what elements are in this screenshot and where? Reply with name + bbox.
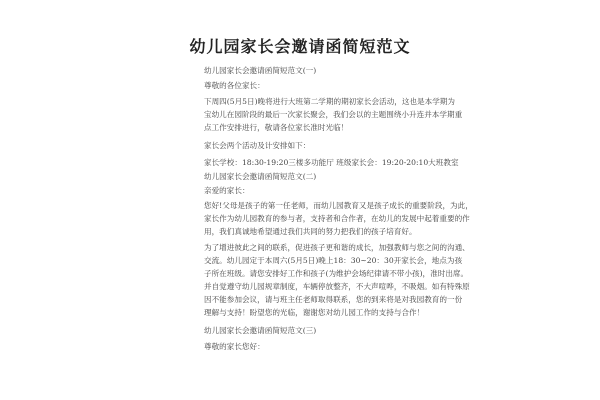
paragraph-line: 家长作为幼儿园教育的参与者，支持者和合作者，在幼儿的发展中起着重要的作 [204,214,470,223]
paragraph-line: 理解与支持！盼望您的光临，谢谢您对幼儿园工作的支持与合作！ [204,308,425,317]
paragraph-line: 您好!父母是孩子的第一任老师，而幼儿园教育又是孩子成长的重要阶段，为此， [204,201,473,210]
document-title: 幼儿园家长会邀请函简短范文 [189,37,411,56]
paragraph-line: 为了增进彼此之间的联系，促进孩子更和谐的成长，加强教师与您之间的沟通、 [204,243,470,252]
paragraph-line: 点工作安排进行，敬请各位家长准时光临！ [204,123,349,132]
schedule-line: 家长学校：18:30-19:20三楼多功能厅 班级家长会：19:20-20:10大班教室 [204,158,459,167]
section-heading-2: 幼儿园家长会邀请函简短范文(二) [204,172,317,181]
section-heading-3: 幼儿园家长会邀请函简短范文(三) [204,326,317,335]
paragraph-line: 家长会两个活动及计安排如下： [204,141,311,150]
section-heading-1: 幼儿园家长会邀请函简短范文(一) [204,66,317,75]
greeting-line: 尊敬的家长您好： [204,342,265,351]
paragraph-line: 宝幼儿在园阶段的最后一次家长聚会，我们会以的主题围绕小升连并本学期重 [204,110,463,119]
paragraph-line: 并自觉遵守幼儿园规章制度，车辆停放整齐，不大声喧哗，不吸烟。如有特殊原 [204,282,470,291]
paragraph-line: 子所在班级。请您安排好工作和孩子(为维护会场纪律请不带小孩)，准时出席。 [204,269,469,278]
greeting-line: 尊敬的各位家长： [204,81,265,90]
paragraph-line: 交流。幼儿园定于本周六(5月5日)晚上18：30~20：30开家长会，地点为孩 [204,256,463,265]
paragraph-line: 因不能参加会议，请与班主任老师取得联系，您的到来将是对我园教育的一份 [204,295,463,304]
greeting-line: 亲爱的家长： [204,186,250,195]
paragraph-line: 用，我们真诚地希望通过我们共同的努力把我们的孩子培育好。 [204,227,417,236]
paragraph-line: 下周四(5月5日)晚将进行大班第二学期的期初家长会活动，这也是本学期为 [204,97,455,106]
